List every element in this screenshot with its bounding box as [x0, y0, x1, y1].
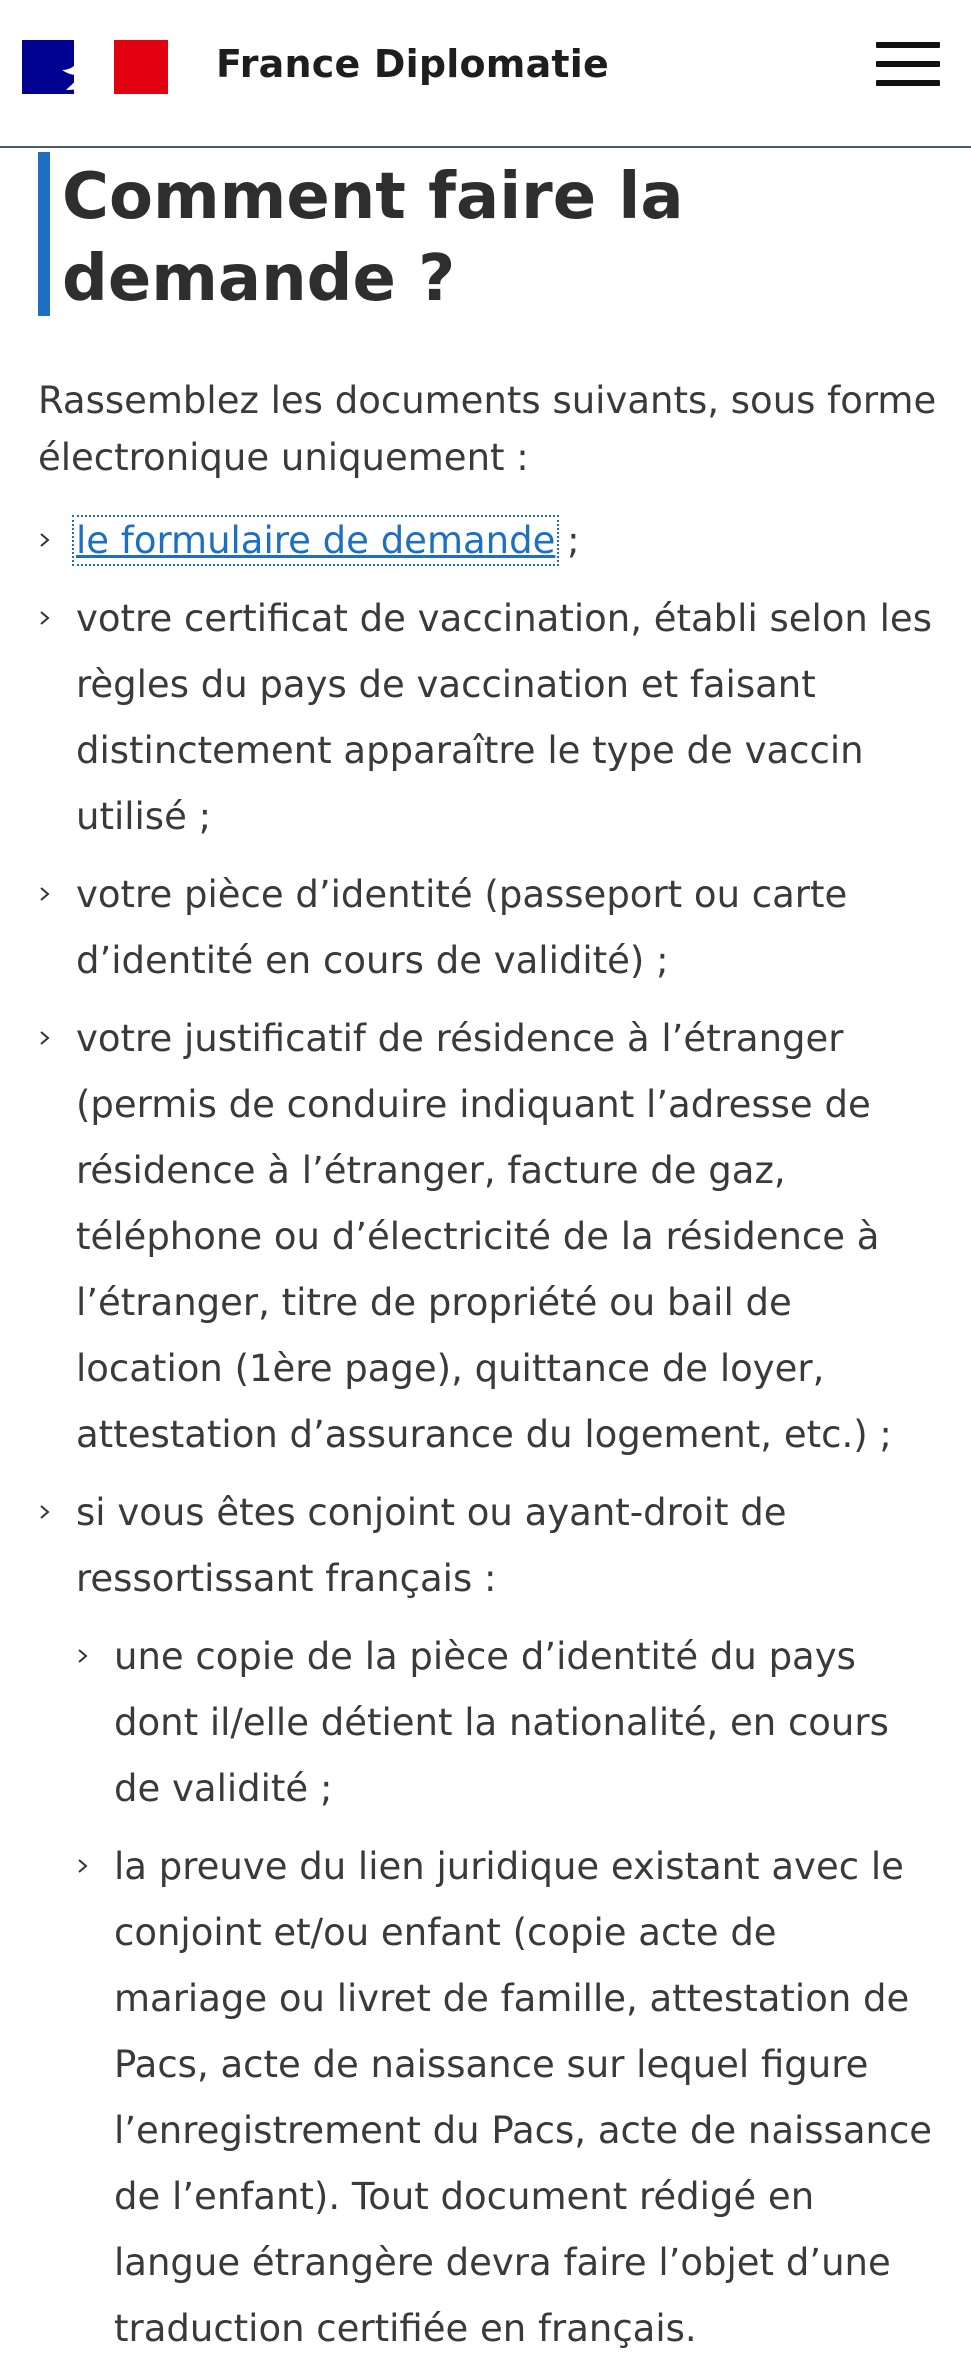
sublist-item-text: une copie de la pièce d’identité du pays dont il/elle détient la nationalité, en cours de validité ; — [114, 1635, 889, 1810]
heading-accent-bar — [38, 152, 50, 316]
list-item — [38, 586, 933, 850]
chevron-right-icon — [76, 1859, 90, 1873]
list-item-text: votre justificatif de résidence à l’étranger (permis de conduire indiquant l’adresse de résidence à l’étranger, facture de gaz, téléphone ou d’électricité de la résidence à l’étranger, titre de propriété ou bail de location (1ère page), quittance de loyer, attestation d’assurance du logement, etc.) ; — [76, 1017, 892, 1456]
marianne-logo-icon[interactable] — [22, 40, 168, 94]
hamburger-line — [876, 42, 940, 48]
list-item — [38, 508, 933, 574]
chevron-right-icon — [38, 1505, 52, 1519]
spouse-documents-sublist — [76, 1624, 933, 2362]
list-item-text: si vous êtes conjoint ou ayant-droit de ressortissant français : — [76, 1491, 787, 1600]
site-title[interactable]: France Diplomatie — [216, 42, 609, 86]
documents-list — [38, 508, 933, 2362]
chevron-right-icon — [38, 887, 52, 901]
chevron-right-icon — [76, 1649, 90, 1663]
chevron-right-icon — [38, 1031, 52, 1045]
chevron-right-icon — [38, 533, 52, 547]
site-header — [0, 0, 971, 148]
hamburger-line — [876, 61, 940, 67]
sublist-item — [76, 1834, 933, 2362]
application-form-link[interactable]: le formulaire de demande — [76, 519, 556, 562]
page-title: Comment faire la demande ? — [62, 160, 684, 316]
list-item — [38, 1006, 933, 1468]
sublist-item — [76, 1624, 933, 1822]
list-item-text: votre pièce d’identité (passeport ou carte d’identité en cours de validité) ; — [76, 873, 848, 982]
sublist-item-text: la preuve du lien juridique existant avec le conjoint et/ou enfant (copie acte de mariage ou livret de famille, attestation de Pacs, acte de naissance sur lequel figure l’enregistrement du Pacs, acte de naissance de l’enfant). Tout document rédigé en langue étrangère devra faire l’objet d’une traduction certifiée en français. — [114, 1845, 933, 2350]
menu-button[interactable] — [876, 42, 940, 86]
list-item — [38, 862, 933, 994]
section-heading — [38, 152, 933, 320]
intro-text: Rassemblez les documents suivants, sous forme électronique uniquement : — [38, 379, 937, 479]
hamburger-line — [876, 80, 940, 86]
main-content — [0, 152, 971, 2362]
list-item-suffix: ; — [555, 519, 580, 562]
chevron-right-icon — [38, 611, 52, 625]
list-item — [38, 1480, 933, 2362]
list-item-text: votre certificat de vaccination, établi selon les règles du pays de vaccination et faisant distinctement apparaître le type de vaccin utilisé ; — [76, 597, 932, 838]
